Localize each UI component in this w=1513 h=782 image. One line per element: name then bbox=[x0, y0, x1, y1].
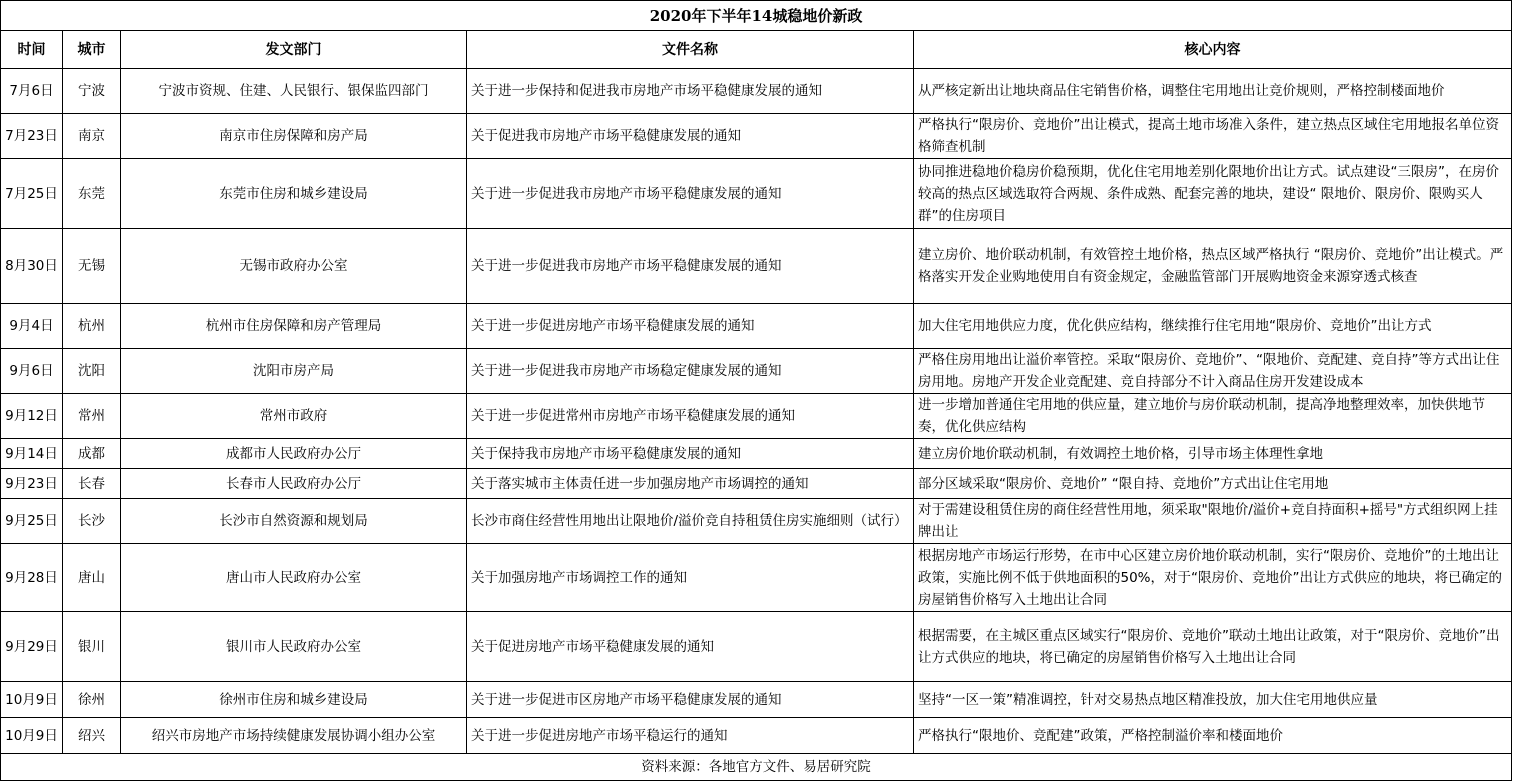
city-cell: 长沙 bbox=[63, 499, 121, 544]
date-cell: 9月14日 bbox=[1, 439, 63, 469]
table-row bbox=[1, 499, 1512, 544]
content-cell: 协同推进稳地价稳房价稳预期，优化住宅用地差别化限地价出让方式。试点建设“三限房”，在房价较高的热点区域选取符合两规、条件成熟、配套完善的地块，建设“ 限地价、限房价、限购买人群”的住房项目 bbox=[914, 159, 1512, 229]
table-row bbox=[1, 394, 1512, 439]
table-row bbox=[1, 682, 1512, 718]
table-row bbox=[1, 69, 1512, 114]
city-cell: 绍兴 bbox=[63, 718, 121, 754]
city-cell: 南京 bbox=[63, 114, 121, 159]
doc-name-cell: 关于进一步促进我市房地产市场平稳健康发展的通知 bbox=[467, 229, 914, 304]
content-cell: 严格执行“限地价、竞配建”政策，严格控制溢价率和楼面地价 bbox=[914, 718, 1512, 754]
dept-cell: 常州市政府 bbox=[121, 394, 467, 439]
content-cell: 加大住宅用地供应力度，优化供应结构，继续推行住宅用地“限房价、竞地价”出让方式 bbox=[914, 304, 1512, 349]
doc-name-cell: 关于进一步促进我市房地产市场稳定健康发展的通知 bbox=[467, 349, 914, 394]
dept-cell: 徐州市住房和城乡建设局 bbox=[121, 682, 467, 718]
date-cell: 9月23日 bbox=[1, 469, 63, 499]
city-cell: 杭州 bbox=[63, 304, 121, 349]
dept-cell: 杭州市住房保障和房产管理局 bbox=[121, 304, 467, 349]
city-cell: 东莞 bbox=[63, 159, 121, 229]
doc-name-cell: 关于保持我市房地产市场平稳健康发展的通知 bbox=[467, 439, 914, 469]
date-cell: 9月25日 bbox=[1, 499, 63, 544]
header-city: 城市 bbox=[63, 31, 121, 69]
city-cell: 银川 bbox=[63, 612, 121, 682]
table-row bbox=[1, 718, 1512, 754]
date-cell: 9月29日 bbox=[1, 612, 63, 682]
dept-cell: 东莞市住房和城乡建设局 bbox=[121, 159, 467, 229]
doc-name-cell: 关于促进房地产市场平稳健康发展的通知 bbox=[467, 612, 914, 682]
table-row bbox=[1, 439, 1512, 469]
content-cell: 建立房价地价联动机制，有效调控土地价格，引导市场主体理性拿地 bbox=[914, 439, 1512, 469]
content-cell: 根据房地产市场运行形势，在市中心区建立房价地价联动机制，实行“限房价、竞地价”的土地出让政策，实施比例不低于供地面积的50%，对于“限房价、竞地价”出让方式供应的地块，将已确定的房屋销售价格写入土地出让合同 bbox=[914, 544, 1512, 612]
content-cell: 严格执行“限房价、竞地价”出让模式，提高土地市场准入条件，建立热点区域住宅用地报名单位资格筛查机制 bbox=[914, 114, 1512, 159]
content-cell: 坚持“一区一策”精准调控，针对交易热点地区精准投放，加大住宅用地供应量 bbox=[914, 682, 1512, 718]
city-cell: 唐山 bbox=[63, 544, 121, 612]
dept-cell: 长春市人民政府办公厅 bbox=[121, 469, 467, 499]
city-cell: 常州 bbox=[63, 394, 121, 439]
doc-name-cell: 关于落实城市主体责任进一步加强房地产市场调控的通知 bbox=[467, 469, 914, 499]
city-cell: 无锡 bbox=[63, 229, 121, 304]
content-cell: 部分区域采取“限房价、竞地价” “限自持、竞地价”方式出让住宅用地 bbox=[914, 469, 1512, 499]
date-cell: 8月30日 bbox=[1, 229, 63, 304]
dept-cell: 宁波市资规、住建、人民银行、银保监四部门 bbox=[121, 69, 467, 114]
table-row bbox=[1, 612, 1512, 682]
city-cell: 沈阳 bbox=[63, 349, 121, 394]
date-cell: 7月25日 bbox=[1, 159, 63, 229]
table-row bbox=[1, 304, 1512, 349]
header-content: 核心内容 bbox=[914, 31, 1512, 69]
date-cell: 9月4日 bbox=[1, 304, 63, 349]
table-row bbox=[1, 159, 1512, 229]
date-cell: 9月28日 bbox=[1, 544, 63, 612]
date-cell: 10月9日 bbox=[1, 718, 63, 754]
doc-name-cell: 关于进一步保持和促进我市房地产市场平稳健康发展的通知 bbox=[467, 69, 914, 114]
dept-cell: 银川市人民政府办公室 bbox=[121, 612, 467, 682]
city-cell: 宁波 bbox=[63, 69, 121, 114]
doc-name-cell: 长沙市商住经营性用地出让限地价/溢价竞自持租赁住房实施细则（试行） bbox=[467, 499, 914, 544]
source-note: 资料来源：各地官方文件、易居研究院 bbox=[1, 754, 1512, 781]
doc-name-cell: 关于促进我市房地产市场平稳健康发展的通知 bbox=[467, 114, 914, 159]
dept-cell: 无锡市政府办公室 bbox=[121, 229, 467, 304]
date-cell: 7月23日 bbox=[1, 114, 63, 159]
date-cell: 10月9日 bbox=[1, 682, 63, 718]
city-cell: 成都 bbox=[63, 439, 121, 469]
table-row bbox=[1, 114, 1512, 159]
city-cell: 长春 bbox=[63, 469, 121, 499]
dept-cell: 绍兴市房地产市场持续健康发展协调小组办公室 bbox=[121, 718, 467, 754]
doc-name-cell: 关于进一步促进市区房地产市场平稳健康发展的通知 bbox=[467, 682, 914, 718]
table-row bbox=[1, 544, 1512, 612]
table-row bbox=[1, 469, 1512, 499]
city-cell: 徐州 bbox=[63, 682, 121, 718]
dept-cell: 唐山市人民政府办公室 bbox=[121, 544, 467, 612]
dept-cell: 沈阳市房产局 bbox=[121, 349, 467, 394]
dept-cell: 长沙市自然资源和规划局 bbox=[121, 499, 467, 544]
table-row bbox=[1, 229, 1512, 304]
content-cell: 严格住房用地出让溢价率管控。采取“限房价、竞地价”、“限地价、竞配建、竞自持”等方式出让住房用地。房地产开发企业竞配建、竞自持部分不计入商品住房开发建设成本 bbox=[914, 349, 1512, 394]
dept-cell: 成都市人民政府办公厅 bbox=[121, 439, 467, 469]
content-cell: 进一步增加普通住宅用地的供应量，建立地价与房价联动机制，提高净地整理效率，加快供地节奏，优化供应结构 bbox=[914, 394, 1512, 439]
table-title: 2020年下半年14城稳地价新政 bbox=[1, 1, 1512, 31]
doc-name-cell: 关于进一步促进房地产市场平稳运行的通知 bbox=[467, 718, 914, 754]
doc-name-cell: 关于加强房地产市场调控工作的通知 bbox=[467, 544, 914, 612]
date-cell: 9月6日 bbox=[1, 349, 63, 394]
date-cell: 7月6日 bbox=[1, 69, 63, 114]
doc-name-cell: 关于进一步促进房地产市场平稳健康发展的通知 bbox=[467, 304, 914, 349]
date-cell: 9月12日 bbox=[1, 394, 63, 439]
dept-cell: 南京市住房保障和房产局 bbox=[121, 114, 467, 159]
content-cell: 建立房价、地价联动机制，有效管控土地价格，热点区域严格执行 “限房价、竞地价”出让模式。严格落实开发企业购地使用自有资金规定，金融监管部门开展购地资金来源穿透式核查 bbox=[914, 229, 1512, 304]
content-cell: 从严核定新出让地块商品住宅销售价格，调整住宅用地出让竞价规则，严格控制楼面地价 bbox=[914, 69, 1512, 114]
content-cell: 根据需要，在主城区重点区域实行“限房价、竞地价”联动土地出让政策，对于“限房价、竞地价”出让方式供应的地块，将已确定的房屋销售价格写入土地出让合同 bbox=[914, 612, 1512, 682]
content-cell: 对于需建设租赁住房的商住经营性用地，须采取"限地价/溢价+竞自持面积+摇号"方式组织网上挂牌出让 bbox=[914, 499, 1512, 544]
header-date: 时间 bbox=[1, 31, 63, 69]
table-row bbox=[1, 349, 1512, 394]
header-doc: 文件名称 bbox=[467, 31, 914, 69]
header-dept: 发文部门 bbox=[121, 31, 467, 69]
doc-name-cell: 关于进一步促进我市房地产市场平稳健康发展的通知 bbox=[467, 159, 914, 229]
doc-name-cell: 关于进一步促进常州市房地产市场平稳健康发展的通知 bbox=[467, 394, 914, 439]
